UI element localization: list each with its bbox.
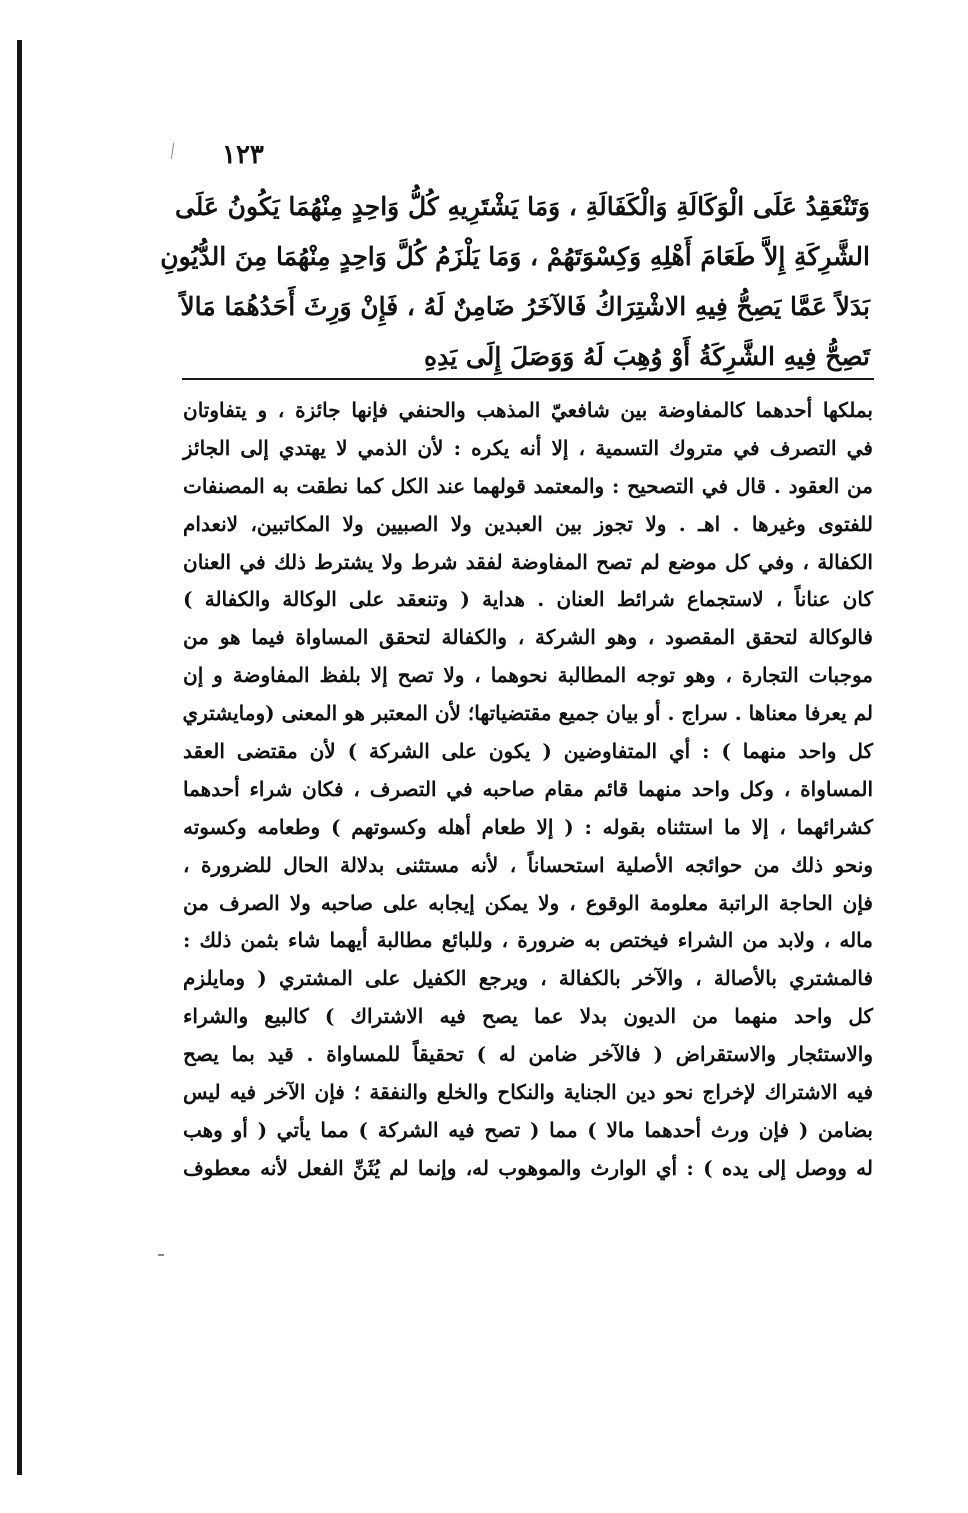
commentary-line: كل واحد منهما من الديون بدلا عما يصح فيه الاشتراك ) كالبيع والشراء	[183, 1004, 873, 1029]
main-text-line: وَتَنْعَقِدُ عَلَى الْوَكَالَةِ وَالْكَفَالَةِ ، وَمَا يَشْتَرِيهِ كُلُّ وَاحِدٍ مِنْهُمَا يَكُونُ عَلَى	[174, 192, 870, 221]
commentary-line: ماله ، ولابد من الشراء فيختص به ضرورة ، وللبائع مطالبة أيهما شاء بثمن ذلك :	[183, 928, 873, 953]
commentary-line: للفتوى وغيرها . اهـ . ولا تجوز بين العبدين ولا الصبيين ولا المكاتبين، لانعدام	[183, 511, 873, 536]
main-text-line: تَصِحُّ فِيهِ الشَّرِكَةُ أَوْ وُهِبَ لَهُ وَوَصَلَ إِلَى يَدِهِ	[424, 342, 870, 371]
commentary-line: فالمشتري بالأصالة ، والآخر بالكفالة ، ويرجع الكفيل على المشتري ( ومايلزم	[183, 966, 873, 991]
commentary-line: موجبات التجارة ، وهو توجه المطالبة نحوهما ، ولا تصح إلا بلفظ المفاوضة و إن	[183, 663, 873, 688]
commentary-line: من العقود . قال في التصحيح : والمعتمد قولهما عند الكل كما نطقت به المصنفات	[183, 473, 873, 498]
commentary-line: له ووصل إلى يده ) : أي الوارث والموهوب له، وإنما لم يُثَنِّ الفعل لأنه معطوف	[183, 1155, 873, 1180]
commentary-line: بملكها أحدهما كالمفاوضة بين شافعيّ المذهب والحنفي فإنها جائزة ، و يتفاوتان	[183, 398, 873, 422]
commentary-line: كشرائهما ، إلا ما استثناه بقوله : ( إلا طعام أهله وكسوتهم ) وطعامه وكسوته	[183, 814, 873, 839]
commentary-line: المساواة ، وكل واحد منهما قائم مقام صاحبه في التصرف ، فكان شراء أحدهما	[183, 776, 873, 801]
commentary-line: فيه الاشتراك لإخراج نحو دين الجناية والنكاح والخلع والنفقة ؛ فإن الآخر فيه ليس	[183, 1080, 873, 1105]
main-text	[160, 182, 870, 382]
commentary-line: ونحو ذلك من حوائجه الأصلية استحساناً ، لأنه مستثنى بدلالة الحال للضرورة ،	[183, 852, 873, 877]
commentary-line: فإن الحاجة الراتبة معلومة الوقوع ، ولا يمكن إيجابه على صاحبه ولا الصرف من	[183, 890, 873, 915]
commentary-text	[183, 392, 873, 1188]
section-divider	[182, 378, 874, 380]
commentary-line: كل واحد منهما ) : أي المتفاوضين ( يكون على الشركة ) لأن مقتضى العقد	[183, 739, 873, 764]
commentary-line: فالوكالة لتحقق المقصود ، وهو الشركة ، والكفالة لتحقق المساواة فيما هو من	[183, 625, 873, 650]
commentary-line: في التصرف في متروك التسمية ، إلا أنه يكره : لأن الذمي لا يهتدي إلى الجائز	[183, 435, 873, 460]
margin-tick-mark	[171, 143, 174, 159]
main-text-line: بَدَلاً عَمَّا يَصِحُّ فِيهِ الاشْتِرَاكُ فَالآخَرُ ضَامِنٌ لَهُ ، فَإِنْ وَرِثَ أَحَدُهُمَا مَالاً	[180, 292, 870, 321]
stray-mark	[158, 1254, 164, 1256]
commentary-line: بضامن ( فإن ورث أحدهما مالا ) مما ( تصح فيه الشركة ) مما يأتي ( أو وهب	[183, 1117, 873, 1142]
main-text-line: الشَّرِكَةِ إِلاَّ طَعَامَ أَهْلِهِ وَكِسْوَتَهُمْ ، وَمَا يَلْزَمُ كُلَّ وَاحِدٍ مِنْهُمَا مِنَ الدُّيُونِ	[160, 242, 870, 271]
margin-bar	[17, 40, 22, 1475]
page-number: ١٢٣	[222, 140, 264, 170]
commentary-line: والاستئجار والاستقراض ( فالآخر ضامن له ) تحقيقاً للمساواة . قيد بما يصح	[183, 1042, 873, 1067]
commentary-line: كان عناناً ، لاستجماع شرائط العنان . هداية ( وتنعقد على الوكالة والكفالة )	[183, 587, 873, 612]
commentary-line: الكفالة ، وفي كل موضع لم تصح المفاوضة لفقد شرط ولا يشترط ذلك في العنان	[183, 549, 873, 574]
commentary-line: لم يعرفا معناها . سراج . أو بيان جميع مقتضياتها؛ لأن المعتبر هو المعنى (ومايشتري	[182, 701, 873, 726]
